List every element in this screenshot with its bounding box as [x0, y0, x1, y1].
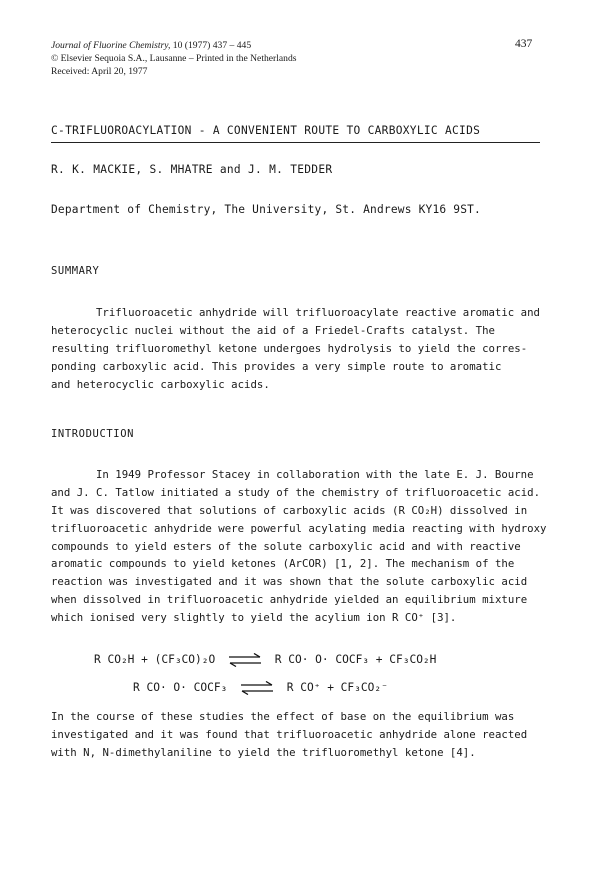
affiliation: Department of Chemistry, The University, St. Andrews KY16 9ST. — [51, 203, 481, 216]
intro-line: investigated and it was found that trifluoroacetic anhydride alone reacted — [51, 727, 528, 741]
journal-citation: 10 (1977) 437 – 445 — [170, 40, 252, 51]
introduction-continuation — [51, 708, 531, 762]
equilibrium-arrow-icon — [228, 653, 262, 667]
journal-header — [51, 39, 296, 78]
introduction-heading: INTRODUCTION — [51, 428, 135, 440]
equation-2-reactants: R CO· O· COCF₃ — [133, 681, 228, 694]
intro-line: and J. C. Tatlow initiated a study of the chemistry of trifluoroacetic acid. — [51, 485, 541, 499]
intro-line: aromatic compounds to yield ketones (ArCOR) [1, 2]. The mechanism of the — [51, 557, 515, 571]
equation-2-products: R CO⁺ + CF₃CO₂⁻ — [286, 681, 388, 694]
equilibrium-arrow-icon — [240, 681, 274, 695]
summary-line: ponding carboxylic acid. This provides a very simple route to aromatic — [51, 359, 502, 373]
equation-1-products: R CO· O· COCF₃ + CF₃CO₂H — [274, 653, 437, 666]
intro-line: trifluoroacetic anhydride were powerful acylating media reacting with hydroxy — [51, 521, 547, 535]
received-date: Received: April 20, 1977 — [51, 66, 148, 77]
intro-line: when dissolved in trifluoroacetic anhydride yielded an equilibrium mixture — [51, 593, 528, 607]
summary-heading: SUMMARY — [51, 265, 100, 277]
intro-line: with N, N-dimethylaniline to yield the trifluoromethyl ketone [4]. — [51, 745, 476, 759]
intro-line: It was discovered that solutions of carboxylic acids (R CO₂H) dissolved in — [51, 503, 528, 517]
intro-line: In the course of these studies the effect of base on the equilibrium was — [51, 710, 515, 723]
introduction-paragraph — [51, 466, 547, 627]
journal-name: Journal of Fluorine Chemistry, — [51, 40, 171, 51]
page-number: 437 — [515, 38, 533, 50]
equation-1 — [94, 653, 436, 667]
intro-line: compounds to yield esters of the solute carboxylic acid and with reactive — [51, 539, 521, 553]
summary-paragraph — [51, 304, 540, 393]
equation-2 — [133, 681, 388, 695]
equation-1-reactants: R CO₂H + (CF₃CO)₂O — [94, 653, 216, 666]
title-underline — [51, 142, 540, 143]
intro-line: which ionised very slightly to yield the acylium ion R CO⁺ [3]. — [51, 611, 457, 625]
summary-line: heterocyclic nuclei without the aid of a Friedel-Crafts catalyst. The — [51, 323, 495, 337]
author-list: R. K. MACKIE, S. MHATRE and J. M. TEDDER — [51, 163, 333, 176]
intro-line: In 1949 Professor Stacey in collaboration with the late E. J. Bourne — [96, 468, 534, 481]
summary-line: Trifluoroacetic anhydride will trifluoroacylate reactive aromatic and — [96, 306, 540, 319]
intro-line: reaction was investigated and it was shown that the solute carboxylic acid — [51, 575, 528, 589]
summary-line: resulting trifluoromethyl ketone undergoes hydrolysis to yield the corres- — [51, 341, 528, 355]
paper-title: C-TRIFLUOROACYLATION - A CONVENIENT ROUTE TO CARBOXYLIC ACIDS — [51, 124, 481, 137]
summary-line: and heterocyclic carboxylic acids. — [51, 377, 270, 391]
publisher-line: © Elsevier Sequoia S.A., Lausanne – Printed in the Netherlands — [51, 53, 297, 64]
